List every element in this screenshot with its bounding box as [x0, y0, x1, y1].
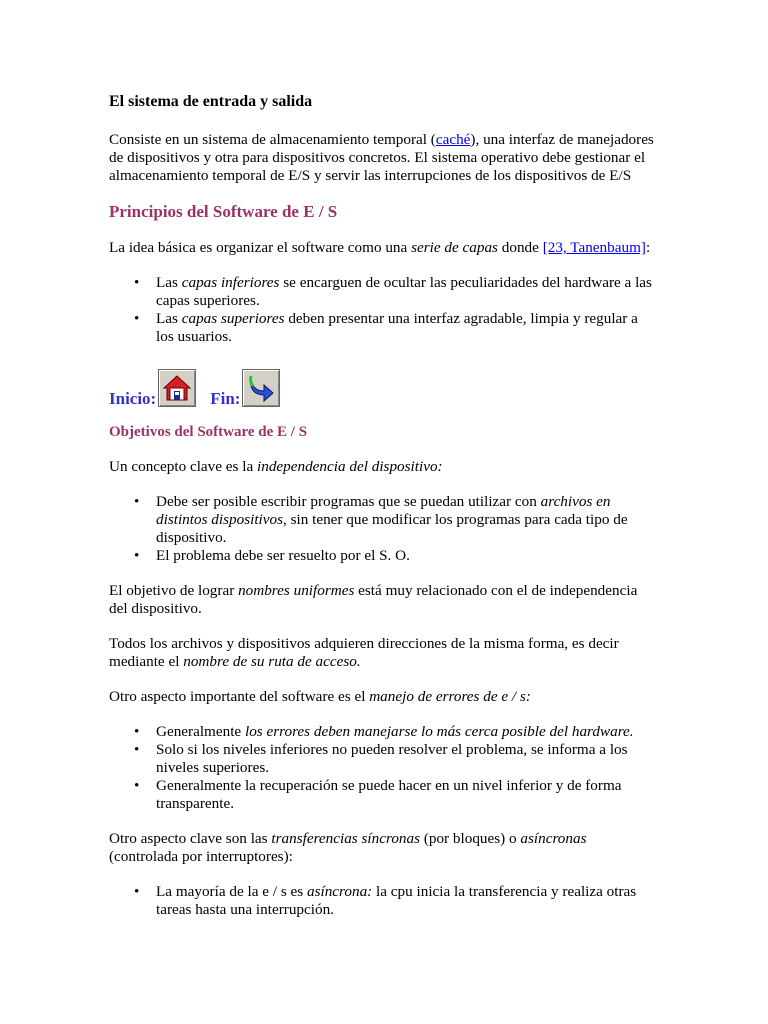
- inicio-button[interactable]: [158, 369, 196, 407]
- objetivos-paragraph-3: Todos los archivos y dispositivos adquieren direcciones de la misma forma, es decir mediante el nombre de su ruta de acceso.: [109, 635, 619, 670]
- objetivos-paragraph-2: El objetivo de lograr nombres uniformes está muy relacionado con el de independencia del dispositivo.: [109, 582, 638, 617]
- principios-text: La idea básica es organizar el software como una: [109, 239, 412, 256]
- principios-text-end: :: [645, 239, 651, 256]
- list-item: • Generalmente los errores deben manejarse lo más cerca posible del hardware.: [156, 723, 654, 741]
- objetivos-list-1: [109, 493, 654, 565]
- list-item: • Las capas inferiores se encarguen de ocultar las peculiaridades del hardware a las capas superiores.: [156, 274, 654, 310]
- principios-heading: Principios del Software de E / S: [109, 202, 338, 221]
- list-item: • Debe ser posible escribir programas que se puedan utilizar con archivos en distintos dispositivos, sin tener que modificar los programas para cada tipo de dispositivo.: [156, 493, 654, 547]
- list-item: • Solo si los niveles inferiores no pueden resolver el problema, se informa a los niveles superiores.: [156, 741, 654, 777]
- home-icon: [162, 373, 192, 403]
- arrow-down-right-icon: [246, 373, 276, 403]
- list-item: • Generalmente la recuperación se puede hacer en un nivel inferior y de forma transparente.: [156, 777, 654, 813]
- fin-label: Fin:: [210, 389, 241, 408]
- objetivos-paragraph-4: Otro aspecto importante del software es el manejo de errores de e / s:: [109, 688, 531, 705]
- navigation-bar: [109, 365, 654, 407]
- list-item: • Las capas superiores deben presentar una interfaz agradable, limpia y regular a los usuarios.: [156, 310, 654, 346]
- principios-text-mid: donde: [497, 239, 543, 256]
- document-page: [109, 92, 654, 936]
- cache-link[interactable]: caché: [435, 131, 471, 148]
- intro-paragraph: [109, 131, 654, 185]
- tanenbaum-link[interactable]: [23, Tanenbaum]: [542, 239, 646, 256]
- principios-paragraph: [109, 239, 654, 257]
- transferencias-list: [109, 883, 654, 919]
- list-item: • La mayoría de la e / s es asíncrona: la cpu inicia la transferencia y realiza otras tareas hasta una interrupción.: [156, 883, 654, 919]
- list-item: • El problema debe ser resuelto por el S. O.: [156, 547, 654, 565]
- inicio-label: Inicio:: [109, 389, 157, 408]
- intro-text-before: Consiste en un sistema de almacenamiento temporal (: [109, 131, 436, 148]
- objetivos-paragraph-5: Otro aspecto clave son las transferencias síncronas (por bloques) o asíncronas (controlada por interruptores):: [109, 830, 587, 865]
- objetivos-paragraph-1: Un concepto clave es la independencia del dispositivo:: [109, 458, 443, 475]
- fin-button[interactable]: [242, 369, 280, 407]
- objetivos-heading: Objetivos del Software de E / S: [109, 424, 308, 440]
- principios-list: [109, 274, 654, 346]
- page-title: El sistema de entrada y salida: [109, 93, 313, 110]
- errores-list: [109, 723, 654, 813]
- principios-emphasis: serie de capas: [411, 239, 498, 256]
- intro-text-after: ), una interfaz de manejadores de dispositivos y otra para dispositivos concretos. El sistema operativo debe gestionar el almacenamiento temporal de E/S y servir las interrupciones de los dispositivos de E/S: [109, 131, 654, 184]
